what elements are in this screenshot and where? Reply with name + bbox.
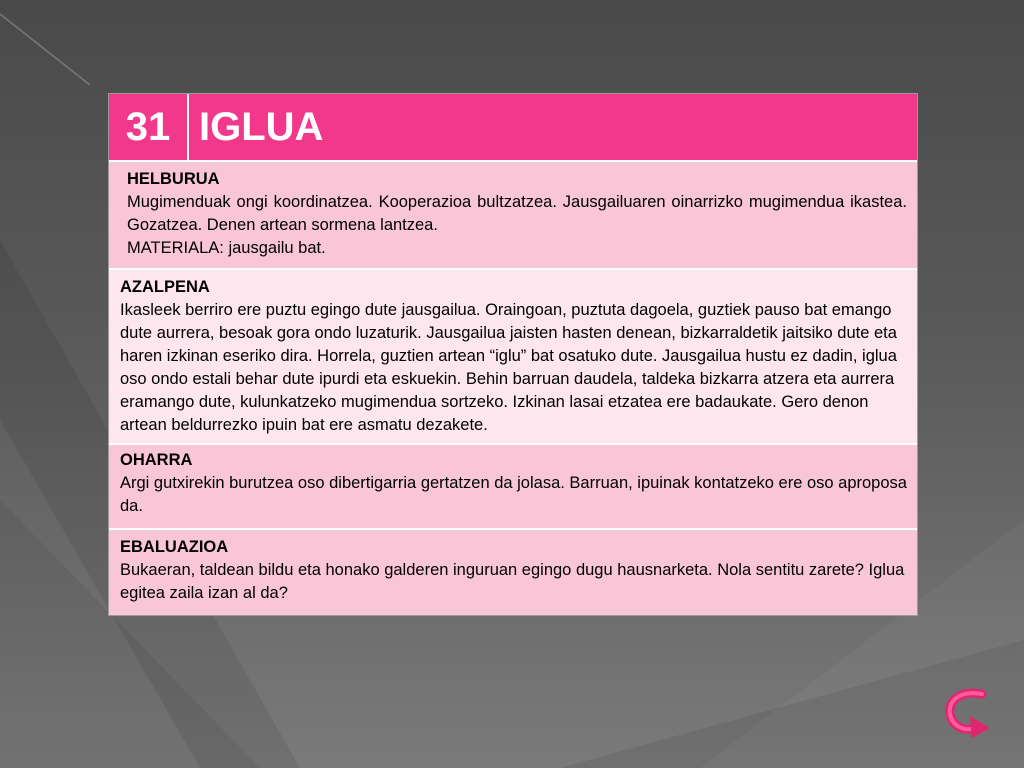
azalpena-text: Ikasleek berriro ere puztu egingo dute jausgailua. Oraingoan, puztuta dagoela, guztiek pauso bat emango dute aurrera, besoak gora ondo luzaturik. Jausgailua jaisten hasten denean, bizkarraldetik jaitsiko dute eta haren izkinan eseriko dira. Horrela, guztien artean “iglu” bat osatuko dute. Jausgailua hustu ez dadin, iglua oso ondo estali behar dute ipurdi eta eskuekin. Behin barruan daudela, taldeka bizkarra atzera eta aurrera eramango dute, kulunkatzeko mugimendua sortzeko. Izkinan lasai etzatea ere badaukate. Gero denon artean beldurrezko ipuin bat ere asmatu dezakete.: [120, 301, 897, 434]
ebaluazioa-text: Bukaeran, taldean bildu eta honako galderen inguruan egingo dugu hausnarketa. Nola sentitu zarete? Iglua egitea zaila izan al da?: [120, 561, 905, 602]
azalpena-heading: AZALPENA: [120, 278, 210, 296]
activity-title: IGLUA: [199, 105, 324, 149]
card-header: [109, 94, 917, 162]
section-helburua: [109, 162, 917, 270]
section-ebaluazioa: [109, 530, 917, 615]
helburua-heading: HELBURUA: [127, 170, 220, 188]
ebaluazioa-heading: EBALUAZIOA: [120, 538, 229, 556]
section-azalpena: [109, 270, 917, 445]
activity-number: 31: [109, 94, 189, 160]
oharra-text: Argi gutxirekin burutzea oso dibertigarria gertatzen da jolasa. Barruan, ipuinak kontatzeko ere oso aproposa da.: [120, 474, 907, 515]
oharra-heading: OHARRA: [120, 451, 193, 469]
helburua-text: Mugimenduak ongi koordinatzea. Kooperazioa bultzatzea. Jausgailuaren oinarrizko mugimendua ikastea. Gozatzea. Denen artean sormena lantzea.: [127, 193, 907, 234]
materiala-text: MATERIALA: jausgailu bat.: [127, 239, 326, 257]
section-oharra: [109, 445, 917, 530]
activity-card: [108, 93, 918, 616]
return-arrow-icon[interactable]: [942, 688, 992, 740]
